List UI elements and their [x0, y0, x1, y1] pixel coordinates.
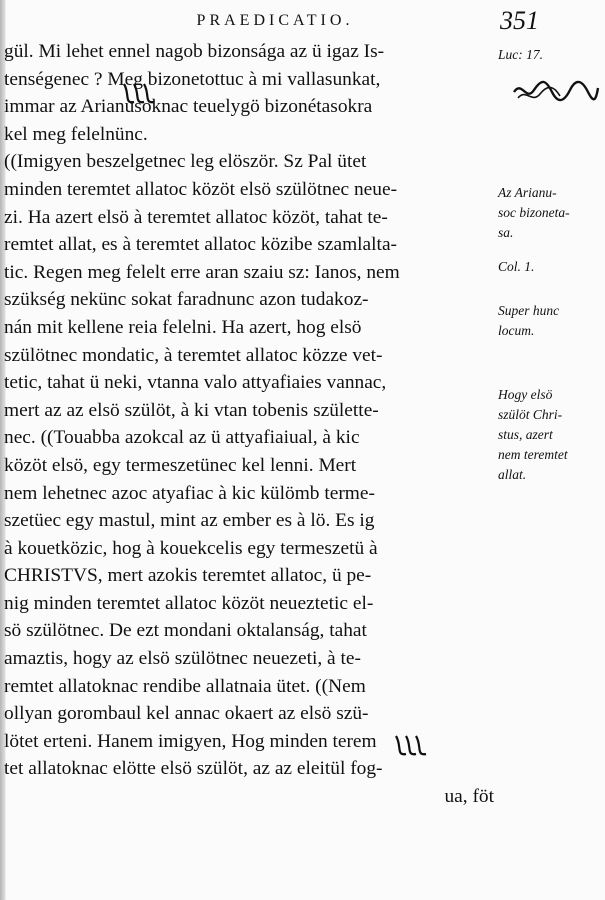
text-line: CHRISTVS, mert azokis teremtet allatoc, ü pe- [4, 565, 372, 587]
text-line: mert az az elsö szülöt, à ki vtan tobenis születte- [4, 399, 379, 421]
handwritten-scribble [512, 78, 600, 104]
text-line: remtet allatoknac rendibe allatnaia ütet. ((Nem [4, 675, 366, 697]
margin-note: szülöt Chri- [498, 407, 563, 422]
margin-note: Super hunc [498, 303, 560, 318]
margin-note: Hogy elsö [498, 387, 553, 402]
text-line: nig minden teremtet allatoc közöt neueztetic el- [4, 592, 374, 614]
margin-note: allat. [498, 467, 527, 482]
body-text [4, 38, 494, 811]
text-line: remtet allat, es à teremtet allatoc közibe szamlalta- [4, 234, 398, 256]
text-line: nem lehetnec azoc atyafiac à kic külömb terme- [4, 482, 375, 504]
text-line: közöt elsö, egy termeszetünec kel lenni. Mert [4, 454, 357, 476]
text-line: ua, föt [444, 786, 494, 808]
text-line: szükség nekünc sokat faradnunc azon tudakoz- [4, 289, 369, 311]
margin-note: sa. [498, 225, 514, 240]
text-line: ((Imigyen beszelgetnec leg elöször. Sz Pal ütet [4, 151, 367, 173]
text-line: szetüec egy mastul, mint az ember es à lö. Es ig [4, 510, 375, 532]
text-line: tet allatoknac elötte elsö szülöt, az az eleitül fog- [4, 758, 383, 780]
margin-note: Az Arianu- [498, 185, 557, 200]
margin-note: Col. 1. [498, 259, 535, 274]
margin-note: soc bizoneta- [498, 205, 570, 220]
text-line: tenségenec ? Meg bizonetottuc à mi vallasunkat, [4, 68, 381, 90]
margin-note: locum. [498, 323, 535, 338]
text-line: nec. ((Touabba azokcal az ü attyafiaiual, à kic [4, 427, 360, 449]
page-number: 351 [500, 6, 539, 35]
margin-note: stus, azert [498, 427, 553, 442]
text-line: zi. Ha azert elsö à teremtet allatoc közöt, tahat te- [4, 206, 388, 228]
text-line: gül. Mi lehet ennel nagob bizonsága az ü igaz Is- [4, 41, 385, 62]
text-line: szülötnec mondatic, à teremtet allatoc közze vet- [4, 344, 383, 366]
text-line: tetic, tahat ü neki, vtanna valo attyafiaies vannac, [4, 372, 387, 394]
text-line: ollyan gorombaul kel annac okaert az elsö szü- [4, 703, 369, 725]
text-line: sö szülötnec. De ezt mondani oktalanság, tahat [4, 620, 367, 642]
text-line: immar az Arianusoknac teuelygö bizonétasokra [4, 96, 373, 118]
text-line: nán mit kellene reia felelni. Ha azert, hog elsö [4, 316, 362, 338]
text-line: amaztis, hogy az elsö szülötnec neuezeti, à te- [4, 648, 361, 670]
running-header: PRAEDICATIO. [196, 12, 354, 29]
handwritten-mark [120, 80, 160, 108]
margin-note: nem teremtet [498, 447, 568, 462]
text-line: lötet erteni. Hanem imigyen, Hog minden terem [4, 730, 377, 752]
handwritten-mark [392, 732, 432, 760]
text-line: à kouetközic, hog à kouekcelis egy termeszetü à [4, 537, 378, 559]
text-line: kel meg felelnünc. [4, 123, 148, 145]
text-line: tic. Regen meg felelt erre aran szaiu sz: Ianos, nem [4, 261, 400, 283]
text-line: minden teremtet allatoc közöt elsö szülötnec neue- [4, 178, 398, 200]
margin-note: Luc: 17. [498, 47, 543, 62]
